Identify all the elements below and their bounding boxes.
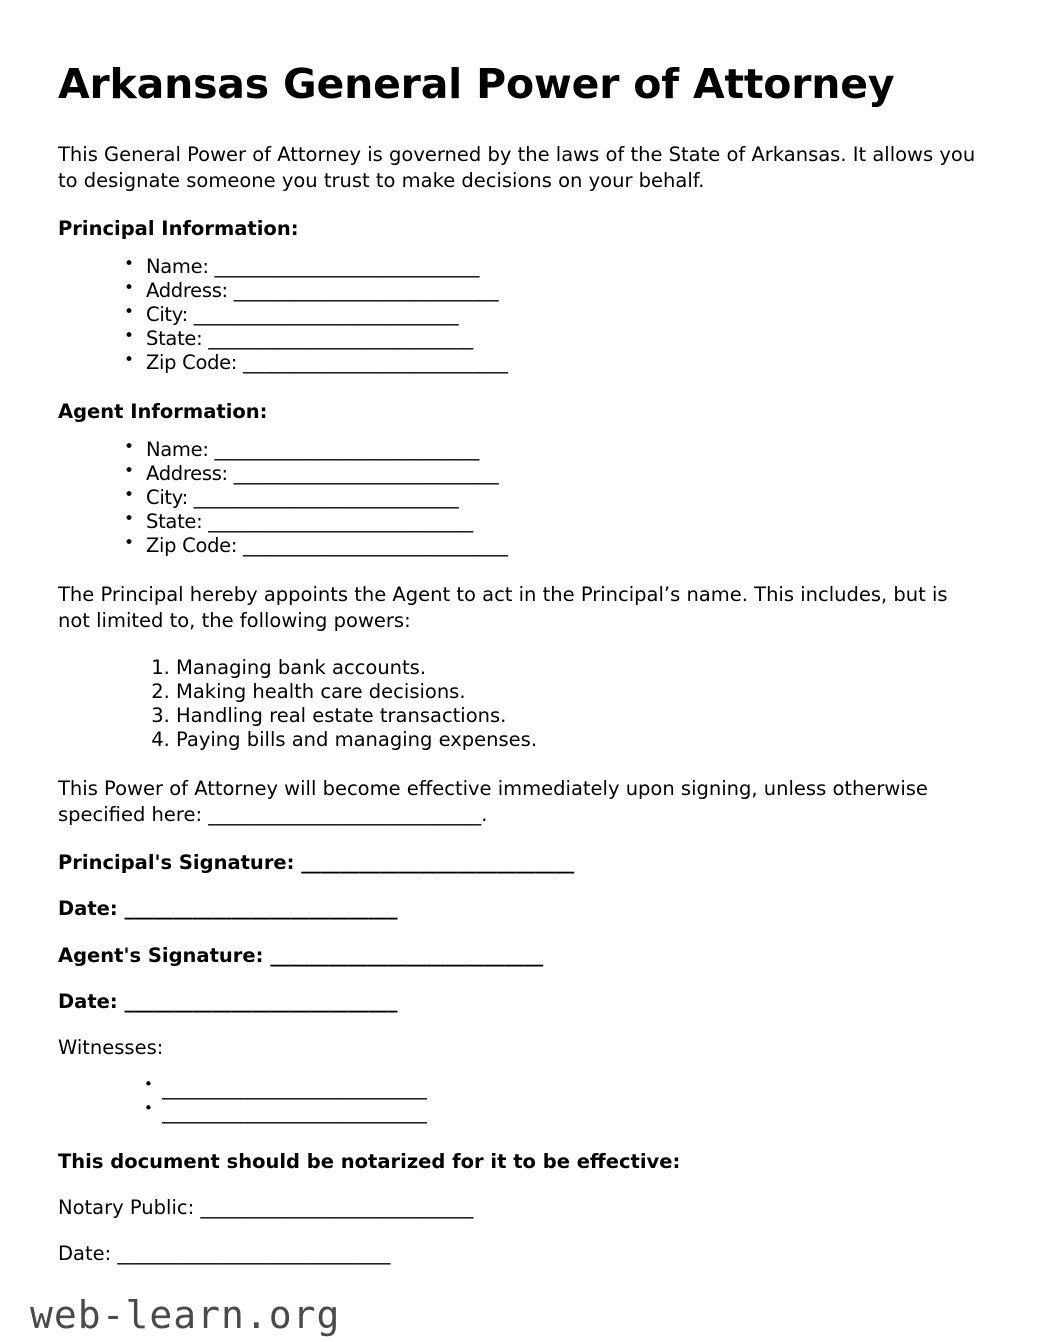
witness-line-2: ____________________________ (162, 1101, 427, 1124)
principal-information-list (58, 255, 979, 375)
principal-state-field: State: ____________________________ (146, 327, 473, 351)
powers-list (58, 656, 979, 752)
agent-address-field: Address: ____________________________ (146, 462, 499, 486)
list-item: 4. Paying bills and managing expenses. (176, 728, 979, 752)
list-item (146, 327, 979, 351)
principal-date-line: Date: ____________________________ (58, 897, 398, 921)
appointment-paragraph: The Principal hereby appoints the Agent to act in the Principal’s name. This includes, but is not limited to, the following powers: (58, 583, 948, 633)
list-item (162, 1101, 979, 1125)
agent-signature-line: Agent's Signature: ____________________________ (58, 943, 544, 967)
agent-name-field: Name: ____________________________ (146, 438, 480, 462)
notary-public-line: Notary Public: ____________________________ (58, 1195, 474, 1219)
agent-date-line: Date: ____________________________ (58, 989, 398, 1013)
list-item (146, 438, 979, 462)
site-watermark: web-learn.org (30, 1293, 341, 1337)
list-item (162, 1077, 979, 1101)
notary-date-line: Date: ____________________________ (58, 1242, 391, 1266)
agent-information-list (58, 438, 979, 558)
list-item (146, 279, 979, 303)
notary-heading: This document should be notarized for it to be effective: (58, 1150, 681, 1174)
principal-address-field: Address: ____________________________ (146, 279, 499, 303)
agent-zip-field: Zip Code: ____________________________ (146, 534, 508, 558)
list-item (146, 462, 979, 486)
agent-state-field: State: ____________________________ (146, 510, 473, 534)
list-item (146, 303, 979, 327)
list-item (146, 351, 979, 375)
list-item: 3. Handling real estate transactions. (176, 704, 979, 728)
witnesses-list (58, 1077, 979, 1126)
principal-information-heading: Principal Information: (58, 216, 299, 240)
principal-signature-line: Principal's Signature: ____________________________ (58, 850, 575, 874)
principal-name-field: Name: ____________________________ (146, 255, 480, 279)
page-title: Arkansas General Power of Attorney (58, 60, 895, 108)
list-item (146, 255, 979, 279)
list-item (146, 534, 979, 558)
witness-line-1: ____________________________ (162, 1076, 427, 1100)
witnesses-label: Witnesses: (58, 1036, 164, 1060)
effective-date-paragraph: This Power of Attorney will become effective immediately upon signing, unless otherwise specified here: ____________________________. (58, 777, 928, 826)
list-item (146, 486, 979, 510)
list-item: 2. Making health care decisions. (176, 680, 979, 704)
principal-city-field: City: ____________________________ (146, 303, 459, 327)
list-item (146, 510, 979, 534)
list-item: 1. Managing bank accounts. (176, 656, 979, 680)
principal-zip-field: Zip Code: ____________________________ (146, 351, 508, 375)
intro-paragraph: This General Power of Attorney is governed by the laws of the State of Arkansas. It allows you to designate someone you trust to make decisions on your behalf. (58, 142, 976, 192)
agent-city-field: City: ____________________________ (146, 486, 459, 510)
agent-information-heading: Agent Information: (58, 400, 268, 424)
